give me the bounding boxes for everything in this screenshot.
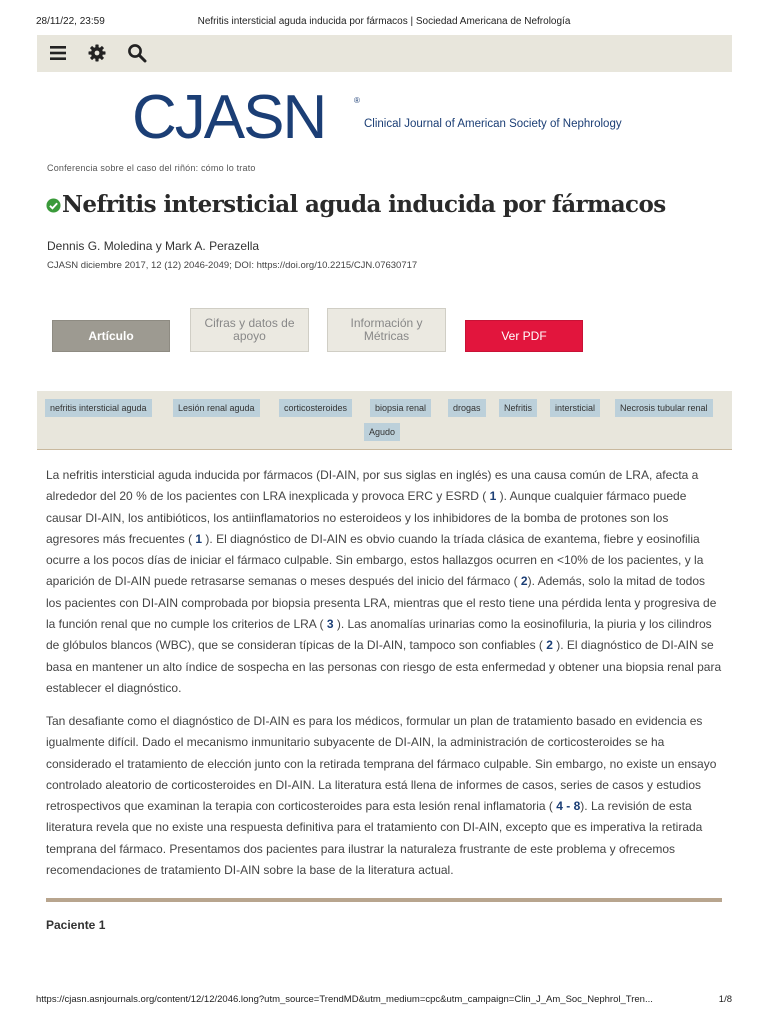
logo-subtitle: Clinical Journal of American Society of Nephrology xyxy=(364,118,622,130)
article-title xyxy=(46,191,666,218)
search-icon[interactable] xyxy=(127,43,147,63)
text-run: Tan desafiante como el diagnóstico de DI-AIN es para los médicos, formular un plan de tratamiento basado en evidencia es igualmente difícil. Dado el mecanismo inmunitario subyacente de DI-AIN, la administración de corticosteroides se ha considerado el tratamiento de elección junto con la retirada temprana del fármaco culpable. Sin embargo, no existe un ensayo controlado aleatorio de corticosteroides en DI-AIN. La literatura está llena de informes de casos, series de casos y estudios retrospectivos que examinan la terapia con corticosteroides para esta lesión renal inflamatoria ( xyxy=(46,714,717,814)
article-citation: CJASN diciembre 2017, 12 (12) 2046-2049; DOI: https://doi.org/10.2215/CJN.07630717 xyxy=(47,260,418,271)
print-footer xyxy=(36,994,732,1008)
print-datetime: 28/11/22, 23:59 xyxy=(36,16,105,27)
tab-info-metrics[interactable]: Información y Métricas xyxy=(327,308,446,352)
view-pdf-button[interactable]: Ver PDF xyxy=(465,320,583,352)
keyword-tag[interactable]: intersticial xyxy=(550,399,600,417)
journal-logo[interactable] xyxy=(132,83,652,152)
logo-registered-mark: ® xyxy=(354,96,360,105)
logo-wordmark: CJASN xyxy=(132,83,326,152)
section-divider xyxy=(46,898,722,902)
body-paragraph xyxy=(46,711,722,881)
keyword-tag[interactable]: biopsia renal xyxy=(370,399,431,417)
text-run: ). Las anomalías urinarias como la eosinofiluria, la piuria y los cilindros de glóbulos blancos (WBC), que se consideran típicas de la DI-AIN, tampoco son confiables ( xyxy=(46,617,712,653)
tab-article[interactable]: Artículo xyxy=(52,320,170,352)
keyword-tag[interactable]: nefritis intersticial aguda xyxy=(45,399,152,417)
keyword-tag[interactable]: Lesión renal aguda xyxy=(173,399,260,417)
menu-icon[interactable] xyxy=(48,43,68,63)
reference-link[interactable]: 4 - 8 xyxy=(552,799,581,814)
print-page-number: 1/8 xyxy=(718,994,732,1005)
keyword-tag[interactable]: corticosteroides xyxy=(279,399,352,417)
text-run: ). El diagnóstico de DI-AIN se basa en mantener un alto índice de sospecha en las personas con riesgo de esta enfermedad y obtener una biopsia renal para establecer el diagnóstico. xyxy=(46,638,722,695)
text-run: ). El diagnóstico de DI-AIN es obvio cuando la tríada clásica de exantema, fiebre y eosinofilia ocurre a los pocos días de iniciar el fármaco culpable. Sin embargo, estos hallazgos ocurren en <10% de los pacientes, y la aparición de DI-AIN puede retrasarse semanas o meses después del inicio del fármaco ( xyxy=(46,531,704,589)
gear-icon[interactable] xyxy=(87,43,107,63)
keyword-tag[interactable]: Nefritis xyxy=(499,399,537,417)
reference-link[interactable]: 3 xyxy=(323,617,337,632)
keyword-tag[interactable]: Necrosis tubular renal xyxy=(615,399,713,417)
text-run: ). Además, solo la mitad de todos los pacientes con DI-AIN comprobada por biopsia presenta LRA, mientras que el resto tiene una pérdida lenta y progresiva de la función renal que no cumple los criterios de LRA ( xyxy=(46,574,717,632)
text-run: ). La revisión de esta literatura revela que no existe una respuesta definitiva para el tratamiento con DI-AIN, excepto que es imperativa la retirada temprana del fármaco. Presentamos dos pacientes para ilustrar la naturaleza frustrante de este problema y ofrecemos recomendaciones de tratamiento DI-AIN sobre la base de la literatura actual. xyxy=(46,799,703,878)
print-url: https://cjasn.asnjournals.org/content/12/12/2046.long?utm_source=TrendMD&utm_medium=cpc&utm_campaign=Clin_J_Am_Soc_Nephrol_Tren... xyxy=(36,994,653,1005)
text-run: ). Aunque cualquier fármaco puede causar DI-AIN, los antibióticos, los antiinflamatorios no esteroideos y los inhibidores de la bomba de protones son los agresores más frecuentes ( xyxy=(46,489,687,546)
top-navbar xyxy=(37,35,732,72)
section-heading: Paciente 1 xyxy=(46,918,106,932)
tab-figures-data[interactable]: Cifras y datos de apoyo xyxy=(190,308,309,352)
article-category: Conferencia sobre el caso del riñón: cómo lo trato xyxy=(47,163,256,173)
reference-link[interactable]: 1 xyxy=(486,489,500,504)
keyword-tag[interactable]: drogas xyxy=(448,399,486,417)
print-page-title: Nefritis intersticial aguda inducida por fármacos | Sociedad Americana de Nefrología xyxy=(197,16,571,27)
article-title-text: Nefritis intersticial aguda inducida por fármacos xyxy=(62,191,666,218)
reference-link[interactable]: 1 xyxy=(192,531,206,546)
check-circle-icon xyxy=(46,198,61,213)
text-run: La nefritis intersticial aguda inducida por fármacos (DI-AIN, por sus siglas en inglés) es una causa común de LRA, afecta a alrededor del 20 % de los pacientes con LRA inexplicada y provoca ERC y ESRD ( xyxy=(46,468,699,504)
body-paragraph xyxy=(46,465,722,699)
keywords-bar xyxy=(37,391,732,450)
reference-link[interactable]: 2 xyxy=(517,574,528,589)
keyword-tag[interactable]: Agudo xyxy=(364,423,400,441)
reference-link[interactable]: 2 xyxy=(542,638,557,653)
print-header xyxy=(36,16,732,30)
article-authors[interactable]: Dennis G. Moledina y Mark A. Perazella xyxy=(47,239,260,253)
